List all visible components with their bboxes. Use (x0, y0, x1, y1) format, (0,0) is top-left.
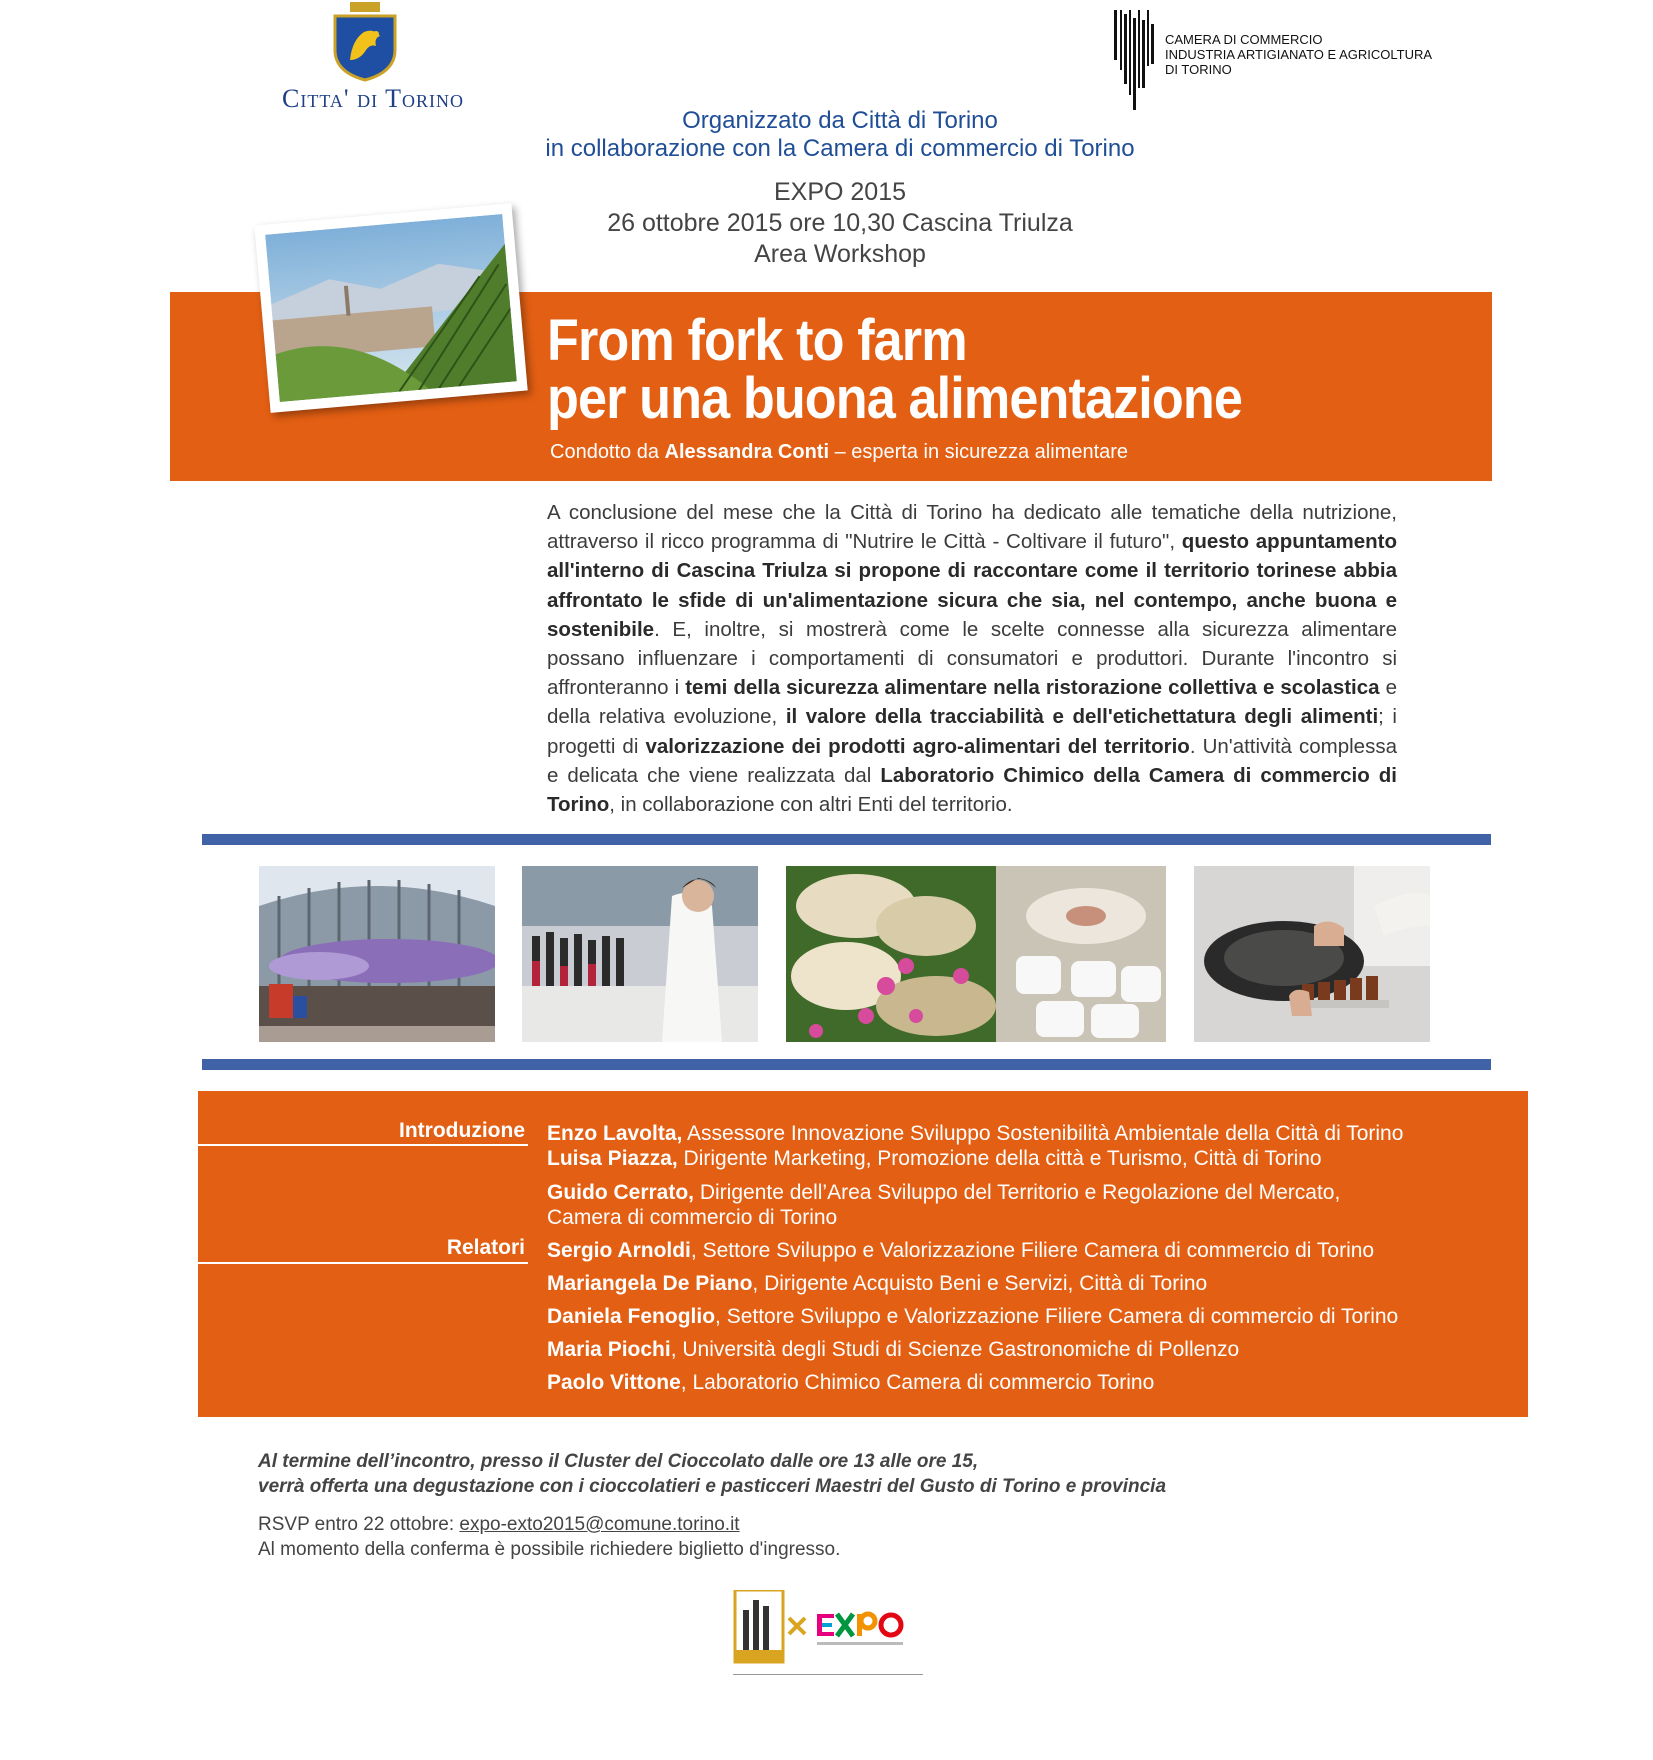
tasting-line-1: Al termine dell’incontro, presso il Cluster del Cioccolato dalle ore 13 alle ore 15, (258, 1451, 979, 1472)
event-title (547, 308, 1243, 431)
desc-bold-5: Laboratorio Chimico della Camera di commercio di Torino (547, 763, 1397, 817)
desc-bold-2: temi della sicurezza alimentare nella ristorazione collettiva e scolastica (685, 676, 1380, 700)
tasting-line-2: verrà offerta una degustazione con i cioccolatieri e pasticceri Maestri del Gusto di Torino e provincia (258, 1476, 1167, 1497)
relatori-label: Relatori (446, 1236, 525, 1259)
camera-line-3: DI TORINO (1165, 62, 1232, 77)
speaker-relatore-2 (547, 1271, 1207, 1296)
desc-bold-4: valorizzazione dei prodotti agro-alimentari del territorio (645, 734, 1190, 758)
desc-text-1: A conclusione del mese che la Città di Torino ha dedicato alle tematiche della nutrizione, attraverso il ricco programma di "Nutrire le Città - Coltivare il futuro", (547, 501, 1397, 554)
speaker-name: Mariangela De Piano (547, 1272, 753, 1295)
event-info (540, 177, 1140, 270)
desc-text-4: ; i progetti di (547, 705, 1397, 758)
divider-top (202, 834, 1491, 845)
speaker-relatore-1 (547, 1238, 1374, 1263)
speaker-role: , Università degli Studi di Scienze Gastronomiche di Pollenzo (670, 1338, 1240, 1361)
camera-commercio-name (1165, 32, 1432, 77)
host-role: – esperta in sicurezza alimentare (829, 441, 1129, 463)
speaker-name: Maria Piochi (547, 1338, 671, 1361)
speaker-role: , Dirigente Acquisto Beni e Servizi, Città di Torino (752, 1272, 1208, 1295)
speaker-relatore-3 (547, 1304, 1398, 1329)
event-area: Area Workshop (754, 240, 926, 268)
organizer-line-1: Organizzato da Città di Torino (682, 107, 998, 134)
speaker-intro-1 (547, 1121, 1403, 1146)
host-prefix: Condotto da (550, 441, 665, 463)
speaker-name: Guido Cerrato, (547, 1181, 695, 1204)
speaker-intro-2 (547, 1146, 1322, 1171)
desc-text-3: e della relativa evoluzione, (547, 676, 1398, 729)
expo-logo (817, 1614, 903, 1645)
camera-line-1: CAMERA DI COMMERCIO (1165, 32, 1323, 47)
speaker-intro-3 (547, 1180, 1340, 1205)
torino-crest-logo (330, 2, 400, 82)
speaker-name: Sergio Arnoldi (547, 1239, 691, 1262)
speaker-role: , Settore Sviluppo e Valorizzazione Filiere Camera di commercio di Torino (690, 1239, 1375, 1262)
speaker-relatore-5 (547, 1370, 1154, 1395)
desc-bold-3: il valore della tracciabilità e dell'etichettatura degli alimenti (785, 705, 1379, 729)
desc-text-6: , in collaborazione con altri Enti del territorio. (609, 793, 1013, 817)
rsvp-block (258, 1512, 840, 1562)
partner-logos (733, 1590, 923, 1690)
rsvp-email-link[interactable]: expo-exto2015@comune.torino.it (459, 1514, 740, 1535)
torino-vineyard-photo (254, 203, 527, 413)
rsvp-line (258, 1512, 840, 1537)
speaker-name: Paolo Vittone (547, 1371, 681, 1394)
desc-text-2: . E, inoltre, si mostrerà come le scelte connesse alla sicurezza alimentare possano influenzare i comportamenti di consumatori e produttori. Durante l'incontro si affronteranno i (547, 617, 1397, 700)
host-name: Alessandra Conti (664, 441, 830, 463)
speaker-role: , Laboratorio Chimico Camera di commercio Torino (680, 1371, 1155, 1394)
speaker-role: , Settore Sviluppo e Valorizzazione Filiere Camera di commercio di Torino (715, 1305, 1399, 1328)
speakers-panel (198, 1091, 1528, 1417)
event-host (550, 441, 1128, 464)
building-photo (259, 866, 495, 1042)
relatori-label-rule (198, 1262, 528, 1264)
event-title-line-2: per una buona alimentazione (547, 366, 1243, 431)
event-name: EXPO 2015 (773, 178, 907, 206)
camera-commercio-logo (1112, 10, 1158, 110)
laboratory-photo (522, 866, 758, 1042)
speaker-intro-3-cont (547, 1205, 837, 1230)
speaker-role: Dirigente dell’Area Sviluppo del Territorio e Regolazione del Mercato, (694, 1181, 1341, 1204)
desc-bold-1: questo appuntamento all'interno di Cascina Triulza si propone di raccontare come il territorio torinese abbia affrontato le sfide di un'alimentazione sicura che sia, nel contempo, anche buona e sostenibile (547, 530, 1397, 641)
speaker-role: Dirigente Marketing, Promozione della città e Turismo, Città di Torino (677, 1147, 1322, 1170)
rsvp-note: Al momento della conferma è possibile richiedere biglietto d'ingresso. (258, 1539, 841, 1560)
event-date-place: 26 ottobre 2015 ore 10,30 Cascina Triulza (607, 209, 1073, 237)
camera-line-2: INDUSTRIA ARTIGIANATO E AGRICOLTURA (1165, 47, 1433, 62)
intro-label: Introduzione (399, 1119, 525, 1142)
organizer-line-2: in collaborazione con la Camera di commercio di Torino (545, 135, 1135, 162)
organizer-block (500, 107, 1180, 163)
intro-label-rule (198, 1144, 528, 1146)
speaker-name: Enzo Lavolta, (547, 1122, 683, 1145)
tasting-note (258, 1449, 1166, 1499)
rsvp-prefix: RSVP entro 22 ottobre: (258, 1514, 460, 1535)
event-description (547, 498, 1397, 819)
speaker-name: Luisa Piazza, (547, 1147, 678, 1170)
torino-logo-text: Citta' di Torino (282, 84, 464, 113)
speaker-name: Daniela Fenoglio (547, 1305, 716, 1328)
event-title-line-1: From fork to farm (547, 308, 967, 373)
divider-bottom (202, 1059, 1491, 1070)
desc-text-5: . Un'attività complessa e delicata che viene realizzata dal (547, 734, 1397, 787)
lab-sample-photo (1194, 866, 1430, 1042)
andi-logo (735, 1590, 783, 1662)
speaker-role: Camera di commercio di Torino (547, 1206, 838, 1229)
speaker-relatore-4 (547, 1337, 1239, 1362)
cheese-photo (786, 866, 1166, 1042)
speaker-role: Assessore Innovazione Sviluppo Sostenibilità Ambientale della Città di Torino (682, 1122, 1404, 1145)
